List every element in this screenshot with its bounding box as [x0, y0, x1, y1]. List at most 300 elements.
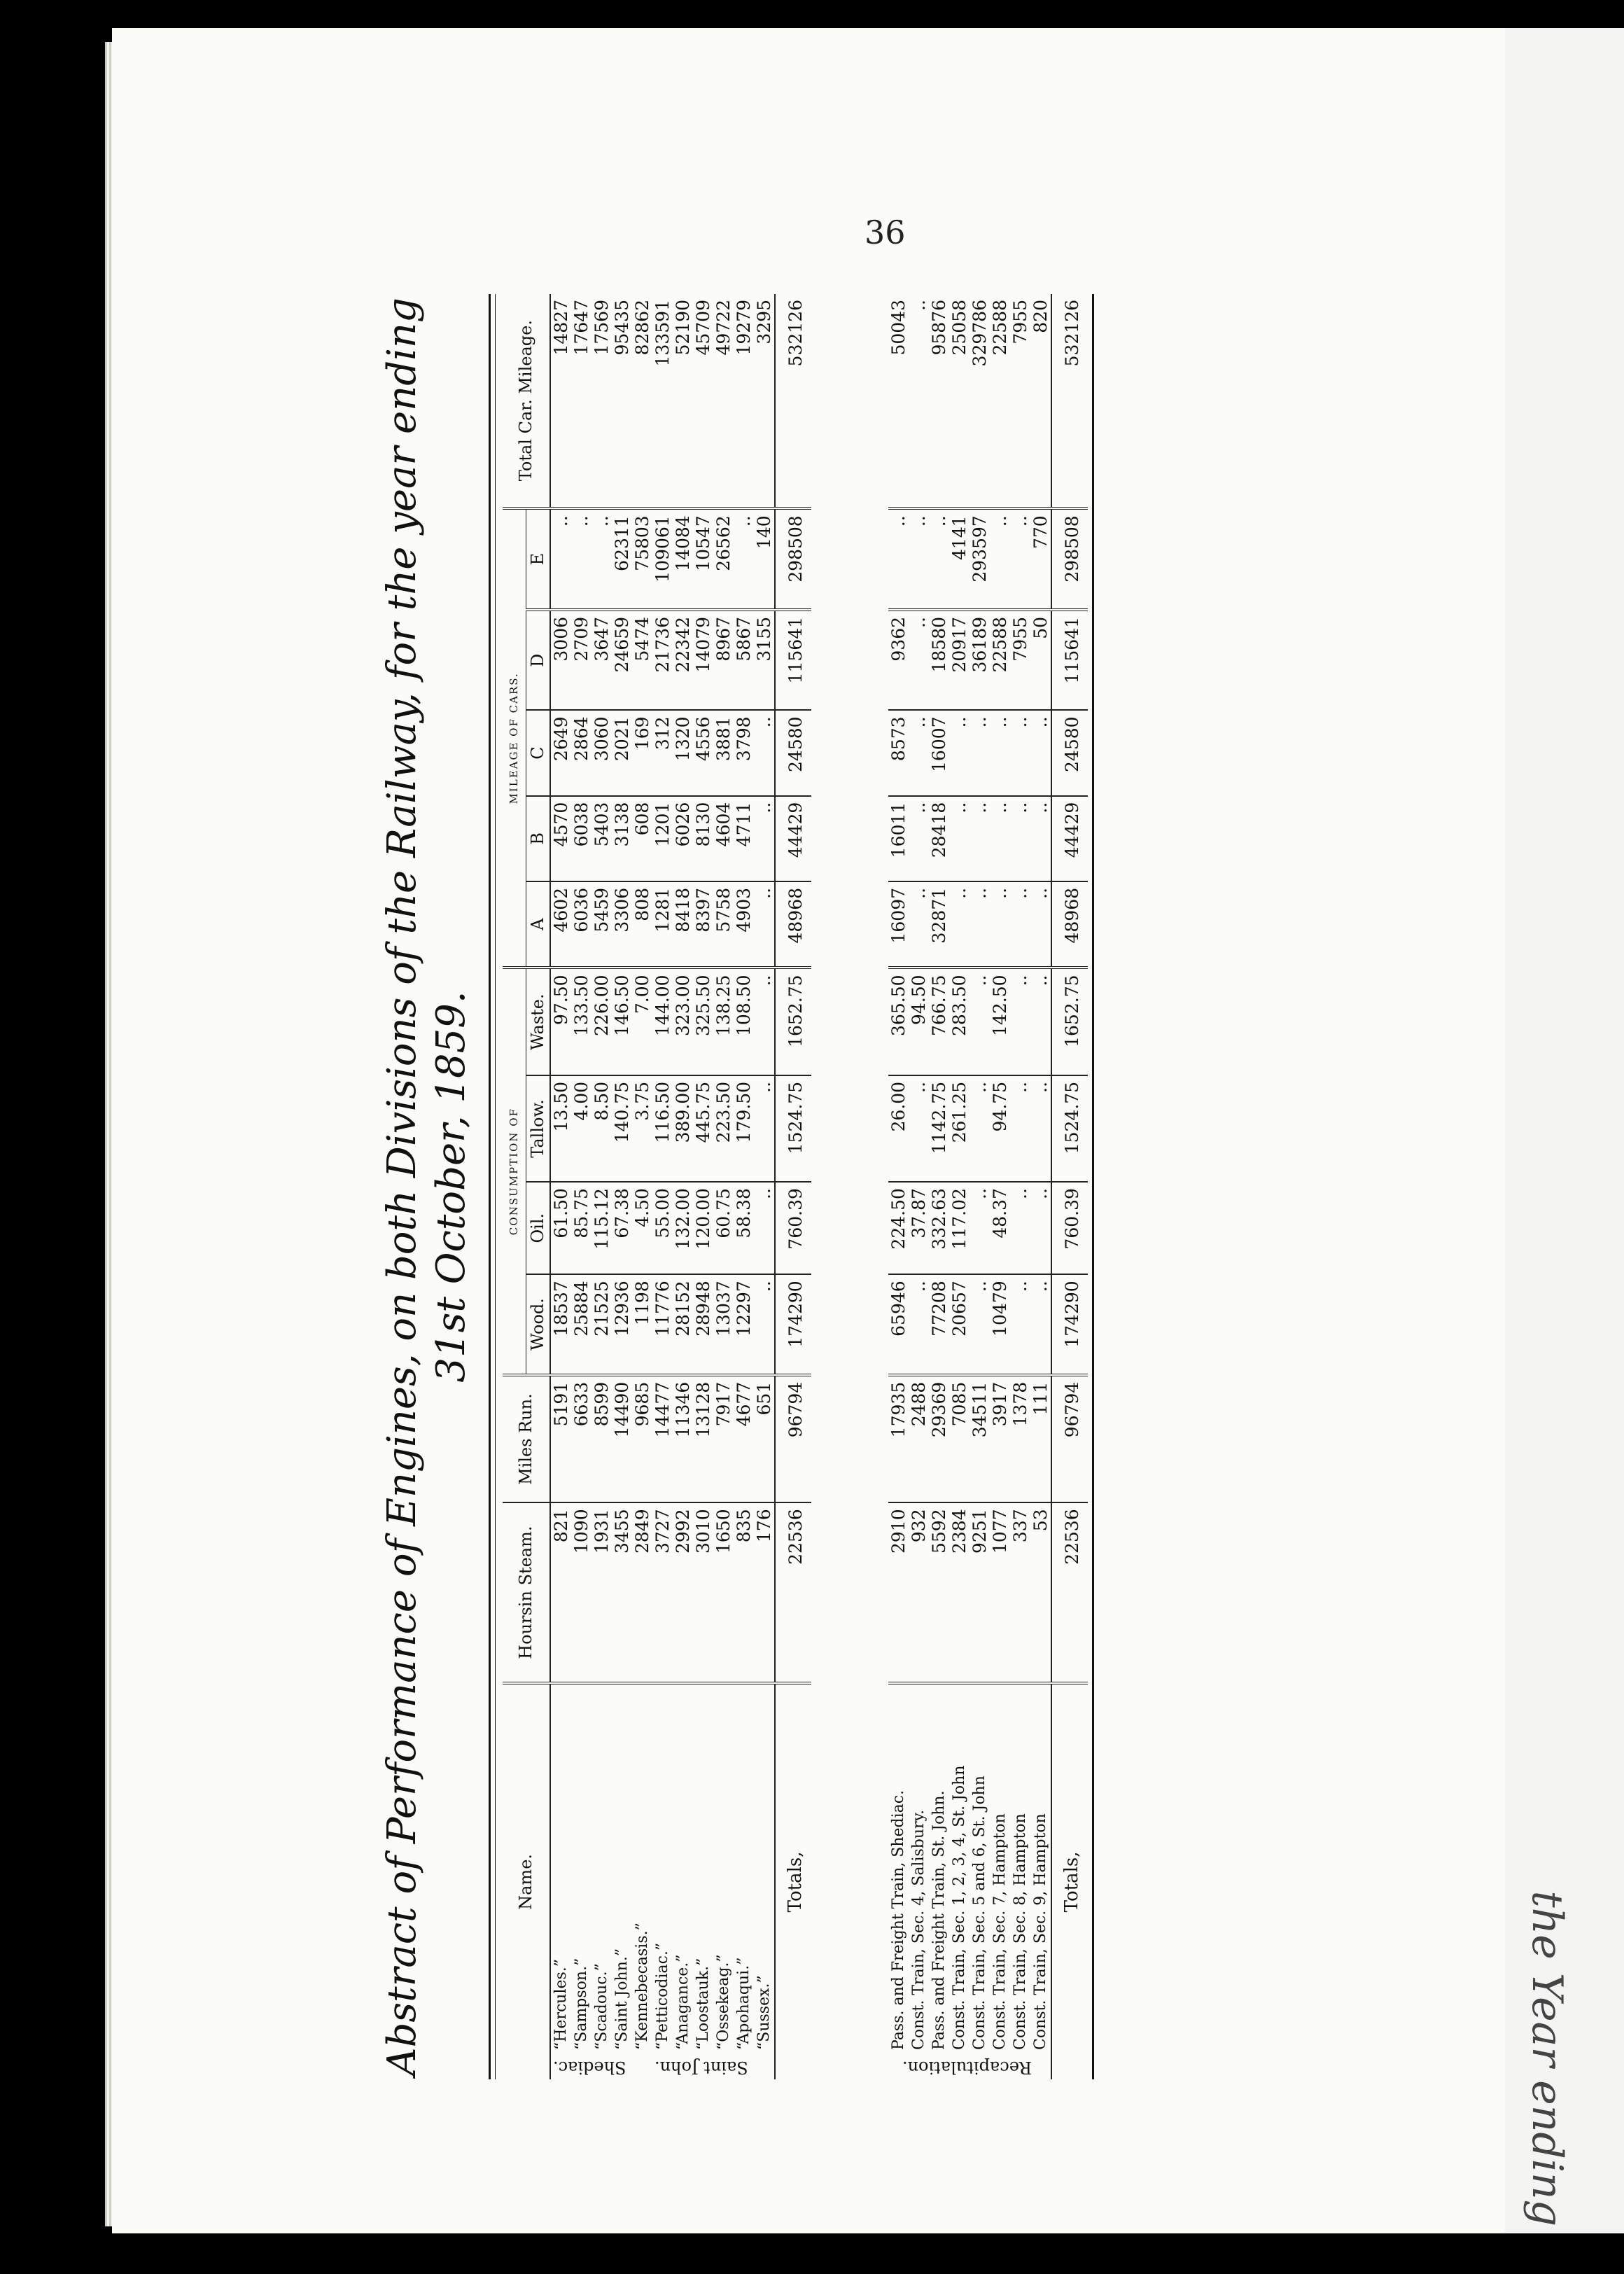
division-label	[550, 2056, 632, 2079]
recap-total-miles: 96794	[1051, 1375, 1088, 1503]
cell-tallow: ..	[754, 1075, 775, 1182]
cell-miles: 29369	[929, 1375, 949, 1503]
cell-waste: 108.50	[734, 968, 754, 1075]
cell-d: 22342	[673, 610, 693, 710]
cell-wood: 20657	[949, 1274, 969, 1374]
engine-row	[754, 294, 775, 2079]
cell-e: 75803	[632, 508, 652, 610]
cell-miles: 14490	[612, 1375, 632, 1503]
cell-d: 3155	[754, 610, 775, 710]
cell-oil: ..	[1010, 1182, 1030, 1274]
cell-b: 4711	[734, 796, 754, 881]
header-total-car-mileage: Total Car. Mileage.	[503, 294, 550, 508]
section-gap	[811, 294, 888, 2079]
header-mileage-cars: MILEAGE OF CARS.	[503, 508, 526, 968]
cell-wood: 25884	[571, 1274, 592, 1374]
cell-waste: 766.75	[929, 968, 949, 1075]
cell-total: 52190	[673, 294, 693, 508]
cell-e: ..	[1010, 508, 1030, 610]
cell-c: 4556	[693, 710, 713, 795]
header-tallow: Tallow.	[526, 1075, 551, 1182]
cell-wood: ..	[969, 1274, 990, 1374]
engine-row	[713, 294, 734, 2079]
cell-a: 32871	[929, 881, 949, 968]
row-name: “Scadouc.”	[593, 1963, 610, 2050]
header-b: B	[526, 796, 551, 881]
cell-total: 19279	[734, 294, 754, 508]
cell-hours: 1090	[571, 1502, 592, 1682]
cell-total: 50043	[888, 294, 909, 508]
cell-oil: 332.63	[929, 1182, 949, 1274]
cell-total: 3295	[754, 294, 775, 508]
header-waste: Waste.	[526, 968, 551, 1075]
recap-row	[888, 294, 909, 2079]
cell-oil: ..	[1030, 1182, 1051, 1274]
cell-hours: 337	[1010, 1502, 1030, 1682]
cell-b: 608	[632, 796, 652, 881]
recap-row	[990, 294, 1010, 2079]
cell-hours: 821	[550, 1502, 571, 1682]
recap-total-car-mileage: 532126	[1051, 294, 1088, 508]
engine-rows	[550, 294, 775, 2079]
cell-a: ..	[1010, 881, 1030, 968]
cell-oil: 120.00	[693, 1182, 713, 1274]
cell-oil: 48.37	[990, 1182, 1010, 1274]
recap-total-e: 298508	[1051, 508, 1088, 610]
total-e: 298508	[775, 508, 811, 610]
cell-c: ..	[969, 710, 990, 795]
row-name: Const. Train, Sec. 1, 2, 3, 4, St. John	[951, 1765, 968, 2050]
top-rule	[489, 294, 496, 2079]
division-label	[888, 2056, 1051, 2079]
cell-b: 4570	[550, 796, 571, 881]
cell-b: ..	[1010, 796, 1030, 881]
cell-c: 2649	[550, 710, 571, 795]
cell-c: 8573	[888, 710, 909, 795]
cell-miles: 3917	[990, 1375, 1010, 1503]
recap-row	[1010, 294, 1030, 2079]
cell-d: 21736	[652, 610, 673, 710]
cell-c: ..	[1030, 710, 1051, 795]
cell-e: ..	[929, 508, 949, 610]
cell-d: 3647	[592, 610, 612, 710]
cell-c: ..	[1010, 710, 1030, 795]
division-label-text: Shediac.	[552, 2058, 626, 2078]
cell-oil: 4.50	[632, 1182, 652, 1274]
engine-row	[734, 294, 754, 2079]
cell-oil: 115.12	[592, 1182, 612, 1274]
cell-total: 25058	[949, 294, 969, 508]
cell-wood: 1198	[632, 1274, 652, 1374]
total-c: 24580	[775, 710, 811, 795]
cell-wood: 28152	[673, 1274, 693, 1374]
facing-page-text: the Year ending	[1522, 1890, 1572, 2226]
cell-d: 24659	[612, 610, 632, 710]
cell-b: 3138	[612, 796, 632, 881]
cell-e: 293597	[969, 508, 990, 610]
engine-totals	[775, 294, 888, 2079]
cell-waste: 323.00	[673, 968, 693, 1075]
cell-tallow: 179.50	[734, 1075, 754, 1182]
cell-d: ..	[909, 610, 929, 710]
cell-oil: 85.75	[571, 1182, 592, 1274]
cell-d: 9362	[888, 610, 909, 710]
cell-miles: 11346	[673, 1375, 693, 1503]
cell-hours: 2384	[949, 1502, 969, 1682]
cell-waste: ..	[1010, 968, 1030, 1075]
cell-tallow: 94.75	[990, 1075, 1010, 1182]
cell-c: 16007	[929, 710, 949, 795]
document-title	[378, 294, 476, 2079]
cell-waste: 146.50	[612, 968, 632, 1075]
cell-c: ..	[754, 710, 775, 795]
cell-total: 329786	[969, 294, 990, 508]
cell-tallow: 116.50	[652, 1075, 673, 1182]
total-waste: 1652.75	[775, 968, 811, 1075]
row-name: “Loostauk.”	[694, 1958, 712, 2050]
cell-hours: 3010	[693, 1502, 713, 1682]
cell-d: 7955	[1010, 610, 1030, 710]
cell-c: 3881	[713, 710, 734, 795]
cell-d: 5474	[632, 610, 652, 710]
cell-oil: 117.02	[949, 1182, 969, 1274]
cell-waste: 7.00	[632, 968, 652, 1075]
cell-e: ..	[990, 508, 1010, 610]
engine-row	[612, 294, 632, 2079]
cell-tallow: 389.00	[673, 1075, 693, 1182]
division-label-text: Saint John.	[654, 2058, 748, 2078]
row-name: Pass. and Freight Train, St. John.	[930, 1790, 948, 2050]
recap-total-oil: 760.39	[1051, 1182, 1088, 1274]
cell-c: 312	[652, 710, 673, 795]
engine-row	[673, 294, 693, 2079]
recap-total-c: 24580	[1051, 710, 1088, 795]
cell-b: 1201	[652, 796, 673, 881]
cell-b: ..	[754, 796, 775, 881]
row-name: “Petticodiac.”	[654, 1942, 671, 2050]
cell-miles: 7917	[713, 1375, 734, 1503]
recap-totals-label: Totals,	[1051, 1683, 1088, 2079]
row-name: “Hercules.”	[552, 1958, 570, 2050]
cell-d: 5867	[734, 610, 754, 710]
cell-b: 8130	[693, 796, 713, 881]
cell-oil: 224.50	[888, 1182, 909, 1274]
cell-oil: 37.87	[909, 1182, 929, 1274]
cell-e: ..	[734, 508, 754, 610]
cell-b: ..	[969, 796, 990, 881]
row-name: “Sampson.”	[573, 1958, 590, 2050]
cell-total: 22588	[990, 294, 1010, 508]
header-hours: Hoursin Steam.	[503, 1502, 550, 1682]
cell-a: 5459	[592, 881, 612, 968]
cell-total: 49722	[713, 294, 734, 508]
cell-waste: 133.50	[571, 968, 592, 1075]
cell-oil: ..	[969, 1182, 990, 1274]
cell-hours: 53	[1030, 1502, 1051, 1682]
total-wood: 174290	[775, 1274, 811, 1374]
cell-oil: 58.38	[734, 1182, 754, 1274]
header-e: E	[526, 508, 551, 610]
cell-e: ..	[550, 508, 571, 610]
cell-tallow: 223.50	[713, 1075, 734, 1182]
cell-d: 3006	[550, 610, 571, 710]
cell-a: ..	[909, 881, 929, 968]
page-number: 36	[864, 214, 906, 251]
row-name: “Ossekeag.”	[715, 1954, 732, 2050]
header-d: D	[526, 610, 551, 710]
recap-totals-row	[1051, 294, 1088, 2079]
cell-miles: 34511	[969, 1375, 990, 1503]
engine-row	[693, 294, 713, 2079]
cell-waste: 365.50	[888, 968, 909, 1075]
cell-tallow: 26.00	[888, 1075, 909, 1182]
cell-wood: 21525	[592, 1274, 612, 1374]
cell-tallow: 8.50	[592, 1075, 612, 1182]
cell-d: 18580	[929, 610, 949, 710]
cell-a: 4903	[734, 881, 754, 968]
cell-b: 16011	[888, 796, 909, 881]
cell-e: 109061	[652, 508, 673, 610]
cell-e: 62311	[612, 508, 632, 610]
row-name: Const. Train, Sec. 7, Hampton	[991, 1813, 1009, 2050]
cell-tallow: 445.75	[693, 1075, 713, 1182]
header-row-groups	[503, 294, 526, 2079]
cell-total: 133591	[652, 294, 673, 508]
header-a: A	[526, 881, 551, 968]
total-miles: 96794	[775, 1375, 811, 1503]
cell-d: 36189	[969, 610, 990, 710]
cell-miles: 5191	[550, 1375, 571, 1503]
cell-oil: 55.00	[652, 1182, 673, 1274]
cell-hours: 9251	[969, 1502, 990, 1682]
cell-miles: 4677	[734, 1375, 754, 1503]
cell-c: 3060	[592, 710, 612, 795]
row-name: Const. Train, Sec. 5 and 6, St. John	[971, 1776, 988, 2050]
cell-oil: 67.38	[612, 1182, 632, 1274]
cell-waste: 226.00	[592, 968, 612, 1075]
row-name: Const. Train, Sec. 4, Salisbury.	[910, 1809, 927, 2050]
cell-total: 95876	[929, 294, 949, 508]
cell-wood: 12936	[612, 1274, 632, 1374]
engine-row	[632, 294, 652, 2079]
row-name: “Sussex.”	[755, 1975, 773, 2050]
cell-miles: 7085	[949, 1375, 969, 1503]
cell-a: ..	[1030, 881, 1051, 968]
cell-waste: 144.00	[652, 968, 673, 1075]
recap-rows	[888, 294, 1051, 2079]
cell-miles: 9685	[632, 1375, 652, 1503]
cell-a: 16097	[888, 881, 909, 968]
cell-waste: 283.50	[949, 968, 969, 1075]
cell-b: 6038	[571, 796, 592, 881]
cell-waste: 142.50	[990, 968, 1010, 1075]
cell-c: ..	[909, 710, 929, 795]
cell-e: 140	[754, 508, 775, 610]
cell-c: 3798	[734, 710, 754, 795]
cell-waste: ..	[754, 968, 775, 1075]
cell-hours: 1077	[990, 1502, 1010, 1682]
cell-a: ..	[969, 881, 990, 968]
cell-a: 1281	[652, 881, 673, 968]
cell-a: 808	[632, 881, 652, 968]
cell-waste: 97.50	[550, 968, 571, 1075]
total-a: 48968	[775, 881, 811, 968]
header-name: Name.	[503, 1683, 550, 2079]
cell-b: ..	[909, 796, 929, 881]
performance-table	[503, 294, 1088, 2079]
cell-oil: 132.00	[673, 1182, 693, 1274]
row-name: Const. Train, Sec. 9, Hampton	[1032, 1813, 1049, 2050]
cell-waste: 138.25	[713, 968, 734, 1075]
engine-row	[652, 294, 673, 2079]
cell-e: 26562	[713, 508, 734, 610]
engine-row	[550, 294, 571, 2079]
cell-b: ..	[990, 796, 1010, 881]
totals-row	[775, 294, 811, 2079]
total-b: 44429	[775, 796, 811, 881]
cell-hours: 3727	[652, 1502, 673, 1682]
cell-tallow: ..	[909, 1075, 929, 1182]
cell-tallow: 3.75	[632, 1075, 652, 1182]
cell-waste: 325.50	[693, 968, 713, 1075]
cell-b: ..	[1030, 796, 1051, 881]
cell-c: 1320	[673, 710, 693, 795]
cell-miles: 2488	[909, 1375, 929, 1503]
row-name: “Apohaqui.”	[735, 1957, 752, 2050]
cell-hours: 176	[754, 1502, 775, 1682]
cell-hours: 932	[909, 1502, 929, 1682]
recap-totals	[1051, 294, 1088, 2079]
cell-total: 820	[1030, 294, 1051, 508]
cell-oil: ..	[754, 1182, 775, 1274]
cell-tallow: ..	[1010, 1075, 1030, 1182]
cell-e: ..	[592, 508, 612, 610]
cell-miles: 17935	[888, 1375, 909, 1503]
total-oil: 760.39	[775, 1182, 811, 1274]
cell-wood: ..	[754, 1274, 775, 1374]
cell-wood: 11776	[652, 1274, 673, 1374]
bottom-rule	[1092, 294, 1098, 2079]
cell-wood: 10479	[990, 1274, 1010, 1374]
cell-c: 169	[632, 710, 652, 795]
cell-wood: 13037	[713, 1274, 734, 1374]
recap-total-hours: 22536	[1051, 1502, 1088, 1682]
cell-c: 2021	[612, 710, 632, 795]
total-d: 115641	[775, 610, 811, 710]
cell-e: 4141	[949, 508, 969, 610]
recap-row	[929, 294, 949, 2079]
cell-total: 17569	[592, 294, 612, 508]
cell-total: 45709	[693, 294, 713, 508]
header-consumption: CONSUMPTION OF	[503, 968, 526, 1374]
cell-a: ..	[949, 881, 969, 968]
cell-hours: 2910	[888, 1502, 909, 1682]
recap-row	[949, 294, 969, 2079]
cell-e: ..	[571, 508, 592, 610]
cell-wood: ..	[909, 1274, 929, 1374]
cell-d: 2709	[571, 610, 592, 710]
cell-wood: 77208	[929, 1274, 949, 1374]
title-line-2: 31st October, 1859.	[428, 991, 474, 1383]
cell-c: ..	[990, 710, 1010, 795]
recap-total-a: 48968	[1051, 881, 1088, 968]
recap-row	[969, 294, 990, 2079]
cell-c: ..	[949, 710, 969, 795]
cell-tallow: 4.00	[571, 1075, 592, 1182]
cell-d: 8967	[713, 610, 734, 710]
cell-waste: ..	[969, 968, 990, 1075]
total-hours: 22536	[775, 1502, 811, 1682]
cell-hours: 5592	[929, 1502, 949, 1682]
cell-a: ..	[754, 881, 775, 968]
cell-wood: 28948	[693, 1274, 713, 1374]
cell-miles: 14477	[652, 1375, 673, 1503]
recap-total-b: 44429	[1051, 796, 1088, 881]
recap-total-tallow: 1524.75	[1051, 1075, 1088, 1182]
row-name: “Kennebecasis.”	[634, 1923, 651, 2050]
recap-total-waste: 1652.75	[1051, 968, 1088, 1075]
cell-hours: 1931	[592, 1502, 612, 1682]
cell-hours: 1650	[713, 1502, 734, 1682]
cell-miles: 6633	[571, 1375, 592, 1503]
cell-hours: 3455	[612, 1502, 632, 1682]
cell-a: ..	[990, 881, 1010, 968]
cell-tallow: 140.75	[612, 1075, 632, 1182]
cell-e: 14084	[673, 508, 693, 610]
recap-row	[909, 294, 929, 2079]
cell-e: ..	[909, 508, 929, 610]
row-name: “Saint John.”	[613, 1948, 631, 2050]
cell-e: ..	[888, 508, 909, 610]
division-label	[632, 2056, 775, 2079]
recap-row	[1030, 294, 1051, 2079]
cell-wood: 12297	[734, 1274, 754, 1374]
cell-a: 5758	[713, 881, 734, 968]
cell-tallow: 13.50	[550, 1075, 571, 1182]
cell-total: 17647	[571, 294, 592, 508]
cell-b: 4604	[713, 796, 734, 881]
cell-a: 8397	[693, 881, 713, 968]
cell-oil: 60.75	[713, 1182, 734, 1274]
recap-total-d: 115641	[1051, 610, 1088, 710]
header-oil: Oil.	[526, 1182, 551, 1274]
cell-total: 82862	[632, 294, 652, 508]
cell-a: 3306	[612, 881, 632, 968]
cell-oil: 61.50	[550, 1182, 571, 1274]
cell-tallow: ..	[969, 1075, 990, 1182]
division-label-text: Recapitulation.	[902, 2058, 1032, 2078]
recap-total-wood: 174290	[1051, 1274, 1088, 1374]
cell-d: 50	[1030, 610, 1051, 710]
cell-miles: 1378	[1010, 1375, 1030, 1503]
header-c: C	[526, 710, 551, 795]
cell-total: 14827	[550, 294, 571, 508]
row-name: Const. Train, Sec. 8, Hampton	[1011, 1813, 1029, 2050]
cell-waste: ..	[1030, 968, 1051, 1075]
cell-c: 2864	[571, 710, 592, 795]
cell-a: 4602	[550, 881, 571, 968]
cell-total: 7955	[1010, 294, 1030, 508]
cell-total: 95435	[612, 294, 632, 508]
row-name: “Anagance.”	[674, 1954, 692, 2050]
title-line-1: Abstract of Performance of Engines, on both Divisions of the Railway, for the year ending	[379, 298, 425, 2076]
cell-wood: ..	[1030, 1274, 1051, 1374]
cell-miles: 8599	[592, 1375, 612, 1503]
cell-tallow: ..	[1030, 1075, 1051, 1182]
facing-page	[1498, 28, 1624, 2233]
cell-hours: 2992	[673, 1502, 693, 1682]
cell-hours: 2849	[632, 1502, 652, 1682]
